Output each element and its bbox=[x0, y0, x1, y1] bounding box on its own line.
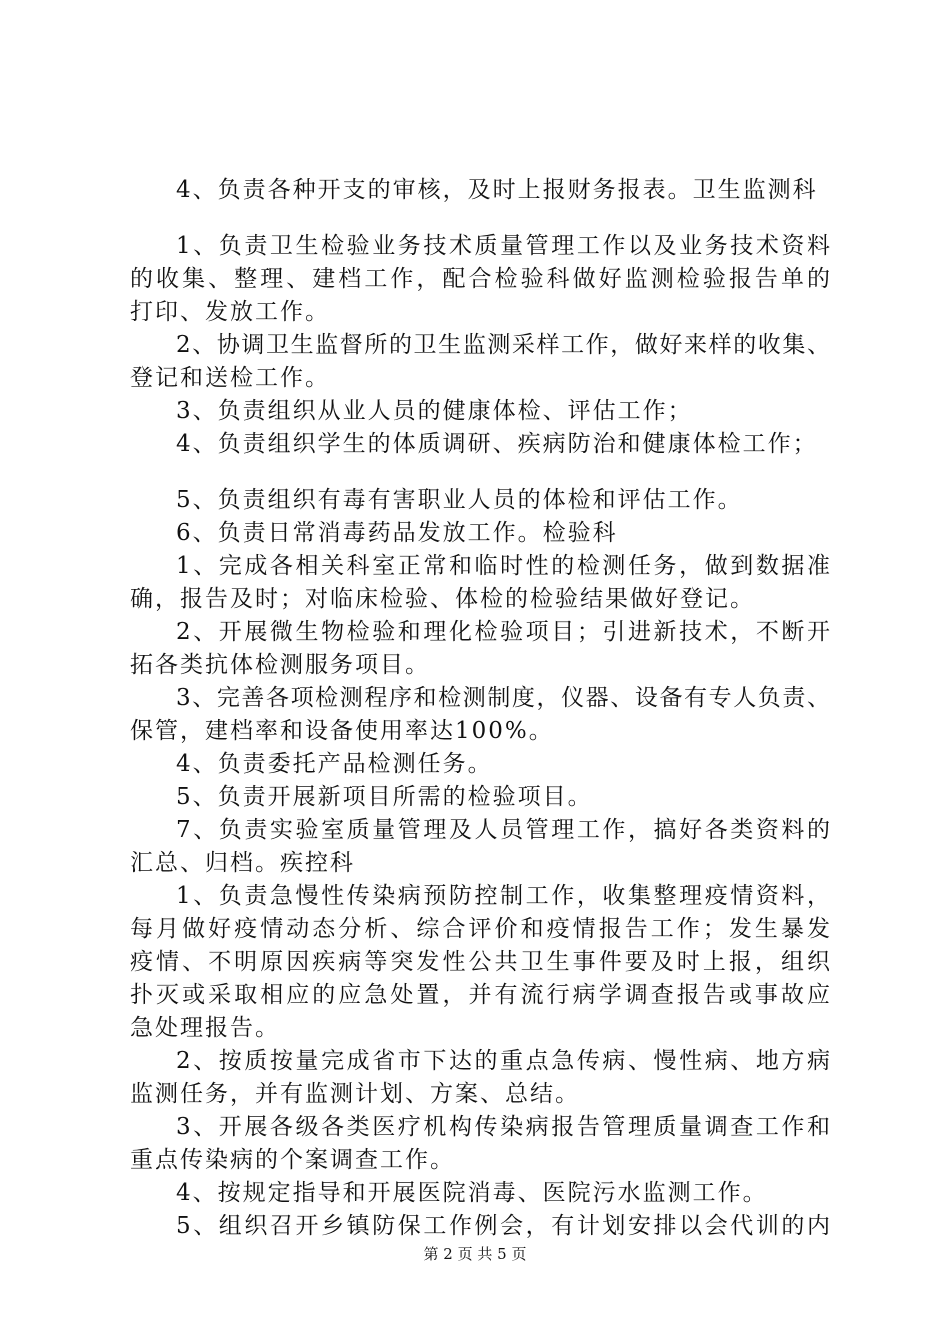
paragraph-line: 4、负责各种开支的审核，及时上报财务报表。卫生监测科 bbox=[176, 177, 818, 203]
paragraph-line: 6、负责日常消毒药品发放工作。检验科 bbox=[176, 520, 618, 546]
paragraph-line: 1、负责卫生检验业务技术质量管理工作以及业务技术资料 bbox=[176, 233, 830, 259]
paragraph-line: 5、负责组织有毒有害职业人员的体检和评估工作。 bbox=[176, 487, 743, 513]
paragraph-line: 疫情、不明原因疾病等突发性公共卫生事件要及时上报，组织 bbox=[130, 949, 830, 975]
paragraph-line: 保管，建档率和设备使用率达100%。 bbox=[130, 718, 554, 744]
paragraph-line: 登记和送检工作。 bbox=[130, 365, 330, 391]
paragraph-line: 打印、发放工作。 bbox=[130, 299, 330, 325]
paragraph-line: 急处理报告。 bbox=[130, 1015, 280, 1041]
paragraph-line: 3、开展各级各类医疗机构传染病报告管理质量调查工作和 bbox=[176, 1114, 830, 1140]
paragraph-line: 4、按规定指导和开展医院消毒、医院污水监测工作。 bbox=[176, 1180, 768, 1206]
page-number-footer: 第 2 页 共 5 页 bbox=[423, 1245, 527, 1263]
paragraph-line: 确，报告及时；对临床检验、体检的检验结果做好登记。 bbox=[130, 586, 755, 612]
paragraph-line: 4、负责组织学生的体质调研、疾病防治和健康体检工作； bbox=[176, 431, 818, 457]
paragraph-line: 扑灭或采取相应的应急处置，并有流行病学调查报告或事故应 bbox=[130, 982, 830, 1008]
paragraph-line: 重点传染病的个案调查工作。 bbox=[130, 1147, 455, 1173]
paragraph-line: 汇总、归档。疾控科 bbox=[130, 850, 355, 876]
paragraph-line: 每月做好疫情动态分析、综合评价和疫情报告工作；发生暴发 bbox=[130, 916, 830, 942]
paragraph-line: 2、开展微生物检验和理化检验项目；引进新技术，不断开 bbox=[176, 619, 830, 645]
paragraph-line: 2、按质按量完成省市下达的重点急传病、慢性病、地方病 bbox=[176, 1048, 830, 1074]
paragraph-line: 7、负责实验室质量管理及人员管理工作，搞好各类资料的 bbox=[176, 817, 830, 843]
paragraph-line: 1、负责急慢性传染病预防控制工作，收集整理疫情资料， bbox=[176, 883, 830, 909]
document-body bbox=[130, 174, 830, 1243]
paragraph-line: 5、负责开展新项目所需的检验项目。 bbox=[176, 784, 593, 810]
paragraph-line: 5、组织召开乡镇防保工作例会，有计划安排以会代训的内 bbox=[176, 1213, 830, 1239]
paragraph-line: 拓各类抗体检测服务项目。 bbox=[130, 652, 430, 678]
paragraph-line: 3、完善各项检测程序和检测制度，仪器、设备有专人负责、 bbox=[176, 685, 830, 711]
paragraph-line: 1、完成各相关科室正常和临时性的检测任务，做到数据准 bbox=[176, 553, 830, 579]
paragraph-line: 监测任务，并有监测计划、方案、总结。 bbox=[130, 1081, 580, 1107]
paragraph-line: 2、协调卫生监督所的卫生监测采样工作，做好来样的收集、 bbox=[176, 332, 830, 358]
paragraph-line: 的收集、整理、建档工作，配合检验科做好监测检验报告单的 bbox=[130, 266, 830, 292]
paragraph-line: 4、负责委托产品检测任务。 bbox=[176, 751, 493, 777]
paragraph-line: 3、负责组织从业人员的健康体检、评估工作； bbox=[176, 398, 693, 424]
